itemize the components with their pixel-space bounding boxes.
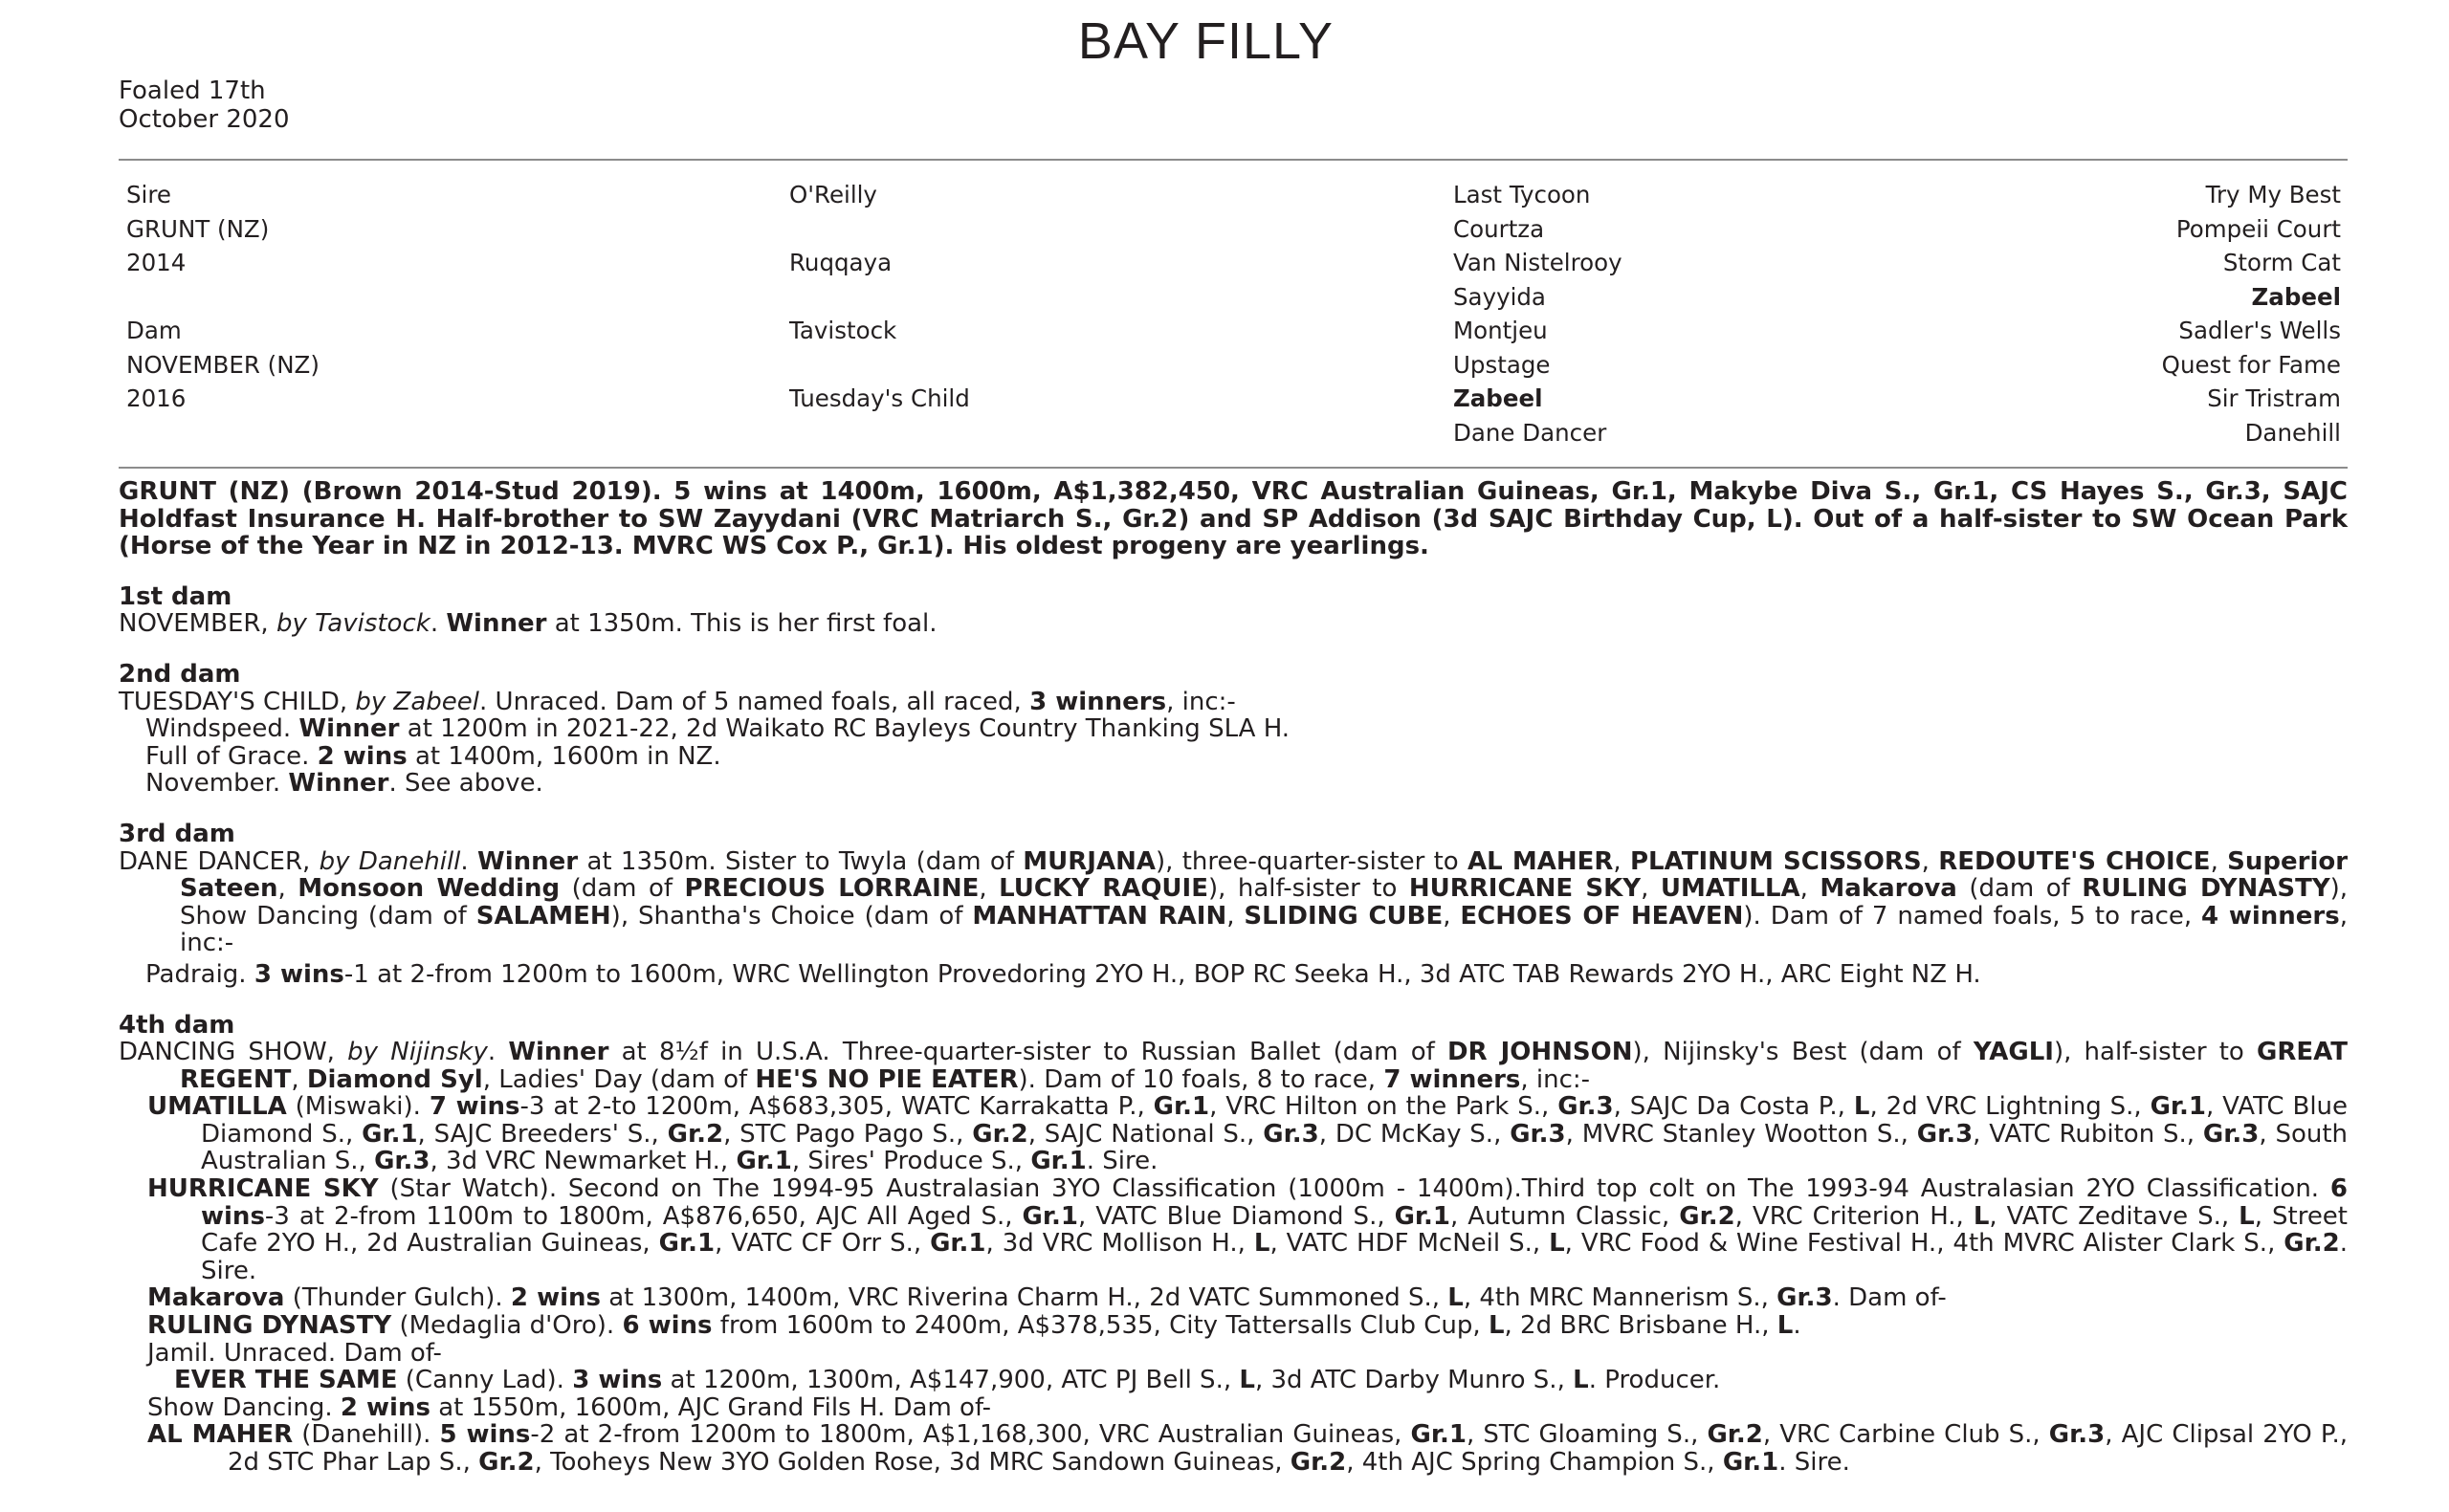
text-segment: Diamond Syl [306, 1064, 483, 1094]
pedigree-cell: Tavistock [789, 317, 897, 344]
text-segment: Superior Sateen [180, 846, 2349, 904]
text-segment: Gr.2 [1290, 1448, 1347, 1477]
text-segment: (Canny Lad). [397, 1366, 573, 1395]
pedigree-row [126, 314, 2341, 348]
pedigree-cell: Danehill [2244, 418, 2341, 447]
text-segment: Gr.2 [1679, 1201, 1735, 1231]
text-segment: Full of Grace. [145, 741, 318, 771]
text-segment: L [1973, 1201, 1990, 1231]
text-segment: . Producer. [1588, 1366, 1721, 1395]
text-segment: -1 at 2-from 1200m to 1600m, WRC Wellington Provedoring 2YO H., BOP RC Seeka H., 3d ATC TAB Rewards 2YO H., ARC Eight NZ H. [343, 959, 1981, 989]
top-divider [119, 159, 2348, 161]
foaled-line-1: Foaled 17th [119, 77, 266, 105]
text-segment: , MVRC Stanley Wootton S., [1565, 1119, 1917, 1149]
text-segment: (dam of [1956, 874, 2083, 904]
pedigree-cell: Upstage [1453, 350, 1551, 379]
pedigree-row [126, 348, 2341, 383]
text-segment: Gr.3 [1263, 1119, 1319, 1149]
pedigree-row [126, 246, 2341, 280]
text-segment: , [291, 1064, 307, 1094]
pedigree-cell: O'Reilly [789, 181, 877, 208]
text-segment: , [277, 874, 298, 904]
text-segment: GREAT REGENT [180, 1038, 2349, 1094]
text-segment: , [1921, 846, 1939, 876]
text-segment: -3 at 2-from 1100m to 1800m, A$876,650, AJC All Aged S., [264, 1201, 1023, 1231]
pedigree-cell: Pompeii Court [2175, 214, 2341, 243]
text-segment: Winner [288, 769, 389, 799]
foaled-line-2: October 2020 [119, 105, 290, 134]
text-segment: L [1549, 1229, 1565, 1259]
text-segment: (Medaglia d'Oro). [391, 1311, 623, 1341]
text-segment: Gr.2 [972, 1119, 1028, 1149]
progeny-entry [119, 743, 2348, 771]
pedigree-cell: Sadler's Wells [2178, 317, 2341, 344]
text-segment: Winner [446, 609, 547, 639]
text-segment: ), three-quarter-sister to [1155, 846, 1468, 876]
text-segment: EVER THE SAME [174, 1366, 398, 1395]
pedigree-row [126, 382, 2341, 416]
text-segment: L [1776, 1311, 1794, 1341]
text-segment: 2 wins [510, 1283, 601, 1313]
text-segment: ), Nijinsky's Best (dam of [1632, 1038, 1974, 1067]
text-segment: , Autumn Classic, [1450, 1201, 1680, 1231]
pedigree-cell: Ruqqaya [789, 249, 893, 276]
progeny-entry [119, 715, 2348, 743]
pedigree-cell: Zabeel [1453, 384, 1543, 412]
text-segment: , 3d VRC Newmarket H., [430, 1147, 737, 1176]
text-segment: . See above. [388, 769, 543, 799]
text-segment: DANCING SHOW, [119, 1038, 348, 1067]
text-segment: LUCKY RAQUIE [999, 874, 1208, 904]
pedigree-cell: Storm Cat [2222, 249, 2341, 276]
pedigree-row [126, 212, 2341, 247]
text-segment: . Sire. [1778, 1448, 1850, 1477]
text-segment: Winner [298, 714, 400, 744]
progeny-entry [119, 1394, 2348, 1422]
pedigree-cell: Sir Tristram [2207, 384, 2341, 412]
pedigree-cell: Courtza [1453, 214, 1545, 243]
text-segment: , STC Pago Pago S., [723, 1119, 973, 1149]
text-segment: Gr.3 [1916, 1119, 1974, 1149]
pedigree-row [126, 178, 2341, 212]
text-segment: SLIDING CUBE [1244, 901, 1444, 931]
text-segment: , 3d ATC Darby Munro S., [1254, 1366, 1574, 1395]
text-segment: (Danehill). [293, 1420, 440, 1450]
text-segment: at 1200m, 1300m, A$147,900, ATC PJ Bell S., [662, 1366, 1240, 1395]
text-segment: L [1239, 1366, 1255, 1395]
text-segment: , [1443, 901, 1461, 931]
text-segment: , SAJC Breeders' S., [417, 1119, 668, 1149]
text-segment: Gr.3 [374, 1147, 430, 1176]
text-segment: Makarova [1820, 874, 1957, 904]
progeny-entry [119, 1175, 2348, 1284]
text-segment: at 1350m. This is her first foal. [546, 609, 938, 639]
text-segment: HE'S NO PIE EATER [755, 1064, 1019, 1094]
text-segment: ECHOES OF HEAVEN [1460, 901, 1744, 931]
text-segment: L [2239, 1201, 2255, 1231]
text-segment: , 4th AJC Spring Champion S., [1346, 1448, 1723, 1477]
dam1-heading: 1st dam [119, 581, 232, 611]
text-segment: . [430, 609, 447, 639]
text-segment: MURJANA [1023, 846, 1156, 876]
text-segment: , SAJC National S., [1027, 1119, 1264, 1149]
text-segment: Gr.3 [1510, 1119, 1566, 1149]
text-segment: -2 at 2-from 1200m to 1800m, A$1,168,300, VRC Australian Guineas, [530, 1420, 1411, 1450]
text-segment: UMATILLA [147, 1092, 287, 1122]
text-segment: 2 wins [317, 741, 408, 771]
text-segment: 3 wins [572, 1366, 663, 1395]
text-segment: RULING DYNASTY [2082, 874, 2330, 904]
text-segment: L [1853, 1092, 1870, 1122]
text-segment: ), half-sister to [1207, 874, 1409, 904]
text-segment: 3 winners [1029, 687, 1167, 716]
text-segment: , [1641, 874, 1661, 904]
pedigree-table [126, 178, 2341, 449]
text-segment: Gr.1 [736, 1147, 792, 1176]
text-segment: L [1253, 1229, 1270, 1259]
foaled-date [119, 77, 289, 134]
text-segment: by Nijinsky [347, 1038, 488, 1067]
text-segment: ), Show Dancing (dam of [180, 874, 2349, 931]
text-segment: 7 wins [429, 1092, 520, 1122]
text-segment: , DC McKay S., [1318, 1119, 1511, 1149]
dam4-heading: 4th dam [119, 1010, 235, 1040]
text-segment: Gr.3 [2048, 1420, 2106, 1450]
text-segment: Winner [477, 846, 579, 876]
text-segment: Jamil. Unraced. Dam of- [147, 1338, 442, 1368]
text-segment: Gr.1 [1410, 1420, 1467, 1450]
text-segment: at 1400m, 1600m in NZ. [407, 741, 721, 771]
pedigree-divider [119, 467, 2348, 469]
text-segment: , VATC Zeditave S., [1989, 1201, 2239, 1231]
pedigree-cell: Dam [126, 317, 182, 344]
text-segment: , [2210, 846, 2228, 876]
text-segment: PRECIOUS LORRAINE [684, 874, 980, 904]
text-segment: PLATINUM SCISSORS [1629, 846, 1922, 876]
text-segment: at 1350m. Sister to Twyla (dam of [578, 846, 1024, 876]
text-segment: Monsoon Wedding [298, 874, 561, 904]
text-segment: , Ladies' Day (dam of [482, 1064, 756, 1094]
dam1-line [119, 610, 2348, 638]
pedigree-cell: GRUNT (NZ) [126, 214, 270, 243]
dam4-text [119, 1039, 2348, 1093]
text-segment: HURRICANE SKY [147, 1174, 379, 1204]
text-segment: L [1488, 1311, 1505, 1341]
text-segment: SALAMEH [475, 901, 611, 931]
pedigree-cell: Montjeu [1453, 317, 1548, 344]
progeny-entry [119, 1284, 2348, 1312]
text-segment: UMATILLA [1660, 874, 1800, 904]
pedigree-cell: Tuesday's Child [789, 384, 970, 412]
pedigree-cell: Sire [126, 181, 171, 208]
text-segment: , AJC Clipsal 2YO P., 2d STC Phar Lap S., [228, 1420, 2348, 1477]
text-segment: DANE DANCER, [119, 846, 320, 876]
text-segment: November. [145, 769, 289, 799]
sire-summary: GRUNT (NZ) (Brown 2014-Stud 2019). 5 wins at 1400m, 1600m, A$1,382,450, VRC Australian Guineas, Gr.1, Makybe Diva S., Gr.1, CS Hayes S., Gr.3, SAJC Holdfast Insurance H. Half-brother to SW Zayydani (VRC Matriarch S., Gr.2) and SP Addison (3d SAJC Birthday Cup, L). Out of a half-sister to SW Ocean Park (Horse of the Year in NZ in 2012-13. MVRC WS Cox P., Gr.1). His oldest progeny are yearlings. [119, 477, 2348, 561]
text-segment: . [460, 846, 478, 876]
text-segment: , inc:- [180, 901, 2348, 958]
text-segment: -3 at 2-to 1200m, A$683,305, WATC Karrakatta P., [519, 1092, 1154, 1122]
text-segment: Gr.3 [1776, 1283, 1833, 1313]
text-segment: at 1300m, 1400m, VRC Riverina Charm H., 2d VATC Summoned S., [600, 1283, 1448, 1313]
text-segment: REDOUTE'S CHOICE [1938, 846, 2211, 876]
text-segment: Gr.2 [1707, 1420, 1763, 1450]
text-segment: Gr.2 [667, 1119, 724, 1149]
text-segment: , Sires' Produce S., [791, 1147, 1031, 1176]
text-segment: 7 winners [1383, 1064, 1521, 1094]
text-segment: Gr.1 [1022, 1201, 1078, 1231]
pedigree-cell: Van Nistelrooy [1453, 249, 1622, 276]
text-segment: , VRC Hilton on the Park S., [1209, 1092, 1558, 1122]
text-segment: , VRC Carbine Club S., [1762, 1420, 2049, 1450]
text-segment: , SAJC Da Costa P., [1613, 1092, 1854, 1122]
text-segment: at 8½f in U.S.A. Three-quarter-sister to Russian Ballet (dam of [608, 1038, 1447, 1067]
text-segment: . Unraced. Dam of 5 named foals, all raced, [479, 687, 1030, 716]
text-segment: ), Shantha's Choice (dam of [610, 901, 973, 931]
text-segment: , inc:- [1520, 1064, 1591, 1094]
text-segment: Gr.3 [2202, 1119, 2260, 1149]
text-segment: at 1550m, 1600m, AJC Grand Fils H. Dam of- [430, 1392, 992, 1422]
text-segment: , [1799, 874, 1820, 904]
text-segment: . Dam of- [1832, 1283, 1947, 1313]
text-segment: Gr.1 [658, 1229, 716, 1259]
dam3-text [119, 848, 2348, 957]
text-segment: , VRC Food & Wine Festival H., 4th MVRC Alister Clark S., [1564, 1229, 2284, 1259]
progeny-entry [119, 1421, 2348, 1476]
text-segment: Gr.1 [2150, 1092, 2207, 1122]
pedigree-cell: Quest for Fame [2161, 350, 2341, 379]
text-segment: TUESDAY'S CHILD, [119, 687, 356, 716]
text-segment: AL MAHER [147, 1420, 294, 1450]
text-segment: 4 winners [2201, 901, 2340, 931]
text-segment: Show Dancing. [147, 1392, 341, 1422]
text-segment: Gr.1 [1394, 1201, 1451, 1231]
pedigree-cell: 2014 [126, 249, 187, 276]
text-segment: , VATC Blue Diamond S., [1077, 1201, 1395, 1231]
text-segment: ). Dam of 10 foals, 8 to race, [1018, 1064, 1384, 1094]
text-segment: Windspeed. [145, 714, 299, 744]
pedigree-cell: NOVEMBER (NZ) [126, 350, 320, 379]
text-segment: , South Australian S., [201, 1119, 2349, 1176]
text-segment: by Danehill [319, 846, 461, 876]
text-segment: . [487, 1038, 509, 1067]
pedigree-cell: Dane Dancer [1453, 418, 1607, 447]
text-segment: (Star Watch). Second on The 1994-95 Australasian 3YO Classification (1000m - 1400m).Third top colt on The 1993-94 Australasian 2YO Classification. [378, 1174, 2330, 1204]
text-segment: YAGLI [1973, 1038, 2054, 1067]
text-segment: (Miswaki). [286, 1092, 430, 1122]
progeny-entry [119, 961, 2348, 989]
dam3-heading: 3rd dam [119, 819, 235, 848]
progeny-entry [119, 1093, 2348, 1175]
text-segment: Gr.1 [1030, 1147, 1087, 1176]
text-segment: , 2d VRC Lightning S., [1869, 1092, 2151, 1122]
text-segment: Makarova [147, 1283, 285, 1313]
text-segment: , VRC Criterion H., [1734, 1201, 1974, 1231]
text-segment: , [979, 874, 1000, 904]
text-segment: Gr.2 [2284, 1229, 2340, 1259]
dam2-line [119, 689, 2348, 716]
text-segment: AL MAHER [1467, 846, 1614, 876]
text-segment: Gr.3 [1557, 1092, 1614, 1122]
text-segment: L [1573, 1366, 1589, 1395]
text-segment: , STC Gloaming S., [1466, 1420, 1708, 1450]
text-segment: (dam of [560, 874, 685, 904]
text-segment: Winner [508, 1038, 609, 1067]
dam2-heading: 2nd dam [119, 659, 241, 689]
pedigree-cell: Sayyida [1453, 282, 1546, 311]
text-segment: Gr.1 [362, 1119, 418, 1149]
text-segment: Gr.1 [1722, 1448, 1779, 1477]
progeny-entry [119, 1367, 2348, 1394]
text-segment: , VATC HDF McNeil S., [1269, 1229, 1550, 1259]
text-segment: , 4th MRC Mannerism S., [1463, 1283, 1777, 1313]
text-segment: from 1600m to 2400m, A$378,535, City Tattersalls Club Cup, [712, 1311, 1489, 1341]
text-segment: RULING DYNASTY [147, 1311, 392, 1341]
text-segment: by Tavistock [276, 609, 430, 639]
text-segment: , 2d BRC Brisbane H., [1504, 1311, 1777, 1341]
text-segment: DR JOHNSON [1447, 1038, 1633, 1067]
text-segment: , 3d VRC Mollison H., [985, 1229, 1254, 1259]
pedigree-row [126, 280, 2341, 315]
text-segment: 2 wins [340, 1392, 430, 1422]
text-segment: HURRICANE SKY [1408, 874, 1642, 904]
progeny-entry [119, 1312, 2348, 1340]
text-segment: (Thunder Gulch). [284, 1283, 511, 1313]
text-segment: , inc:- [1166, 687, 1236, 716]
text-segment: L [1447, 1283, 1464, 1313]
text-segment: , VATC Blue Diamond S., [201, 1092, 2349, 1149]
text-segment: , Tooheys New 3YO Golden Rose, 3d MRC Sandown Guineas, [534, 1448, 1291, 1477]
text-segment: ). Dam of 7 named foals, 5 to race, [1743, 901, 2202, 931]
pedigree-cell: 2016 [126, 384, 187, 412]
text-segment: . Sire. [1086, 1147, 1158, 1176]
text-segment: , VATC Rubiton S., [1973, 1119, 2203, 1149]
text-segment: Gr.2 [478, 1448, 535, 1477]
pedigree-cell: Last Tycoon [1453, 181, 1591, 208]
text-segment: , Street Cafe 2YO H., 2d Australian Guineas, [201, 1201, 2349, 1259]
text-segment: Gr.1 [930, 1229, 986, 1259]
text-segment: NOVEMBER, [119, 609, 276, 639]
text-segment: ), half-sister to [2053, 1038, 2258, 1067]
text-segment: MANHATTAN RAIN [972, 901, 1227, 931]
text-segment: . Sire. [201, 1229, 2348, 1285]
catalogue-text [119, 478, 2348, 1477]
text-segment: Gr.1 [1153, 1092, 1210, 1122]
pedigree-cell: Zabeel [2251, 282, 2341, 311]
text-segment: 3 wins [254, 959, 344, 989]
pedigree-cell: Try My Best [2205, 181, 2341, 208]
page-title: BAY FILLY [1077, 12, 1335, 70]
progeny-entry [119, 770, 2348, 798]
progeny-entry [119, 1340, 2348, 1368]
text-segment: by Zabeel [355, 687, 480, 716]
text-segment: 6 wins [622, 1311, 713, 1341]
text-segment: , [1613, 846, 1630, 876]
text-segment: at 1200m in 2021-22, 2d Waikato RC Bayleys Country Thanking SLA H. [399, 714, 1291, 744]
text-segment: , [1226, 901, 1245, 931]
pedigree-row [126, 416, 2341, 450]
text-segment: Padraig. [145, 959, 254, 989]
text-segment: . [1793, 1311, 1801, 1341]
text-segment: , VATC CF Orr S., [715, 1229, 931, 1259]
text-segment: 6 wins [201, 1174, 2348, 1231]
text-segment: 5 wins [439, 1420, 531, 1450]
